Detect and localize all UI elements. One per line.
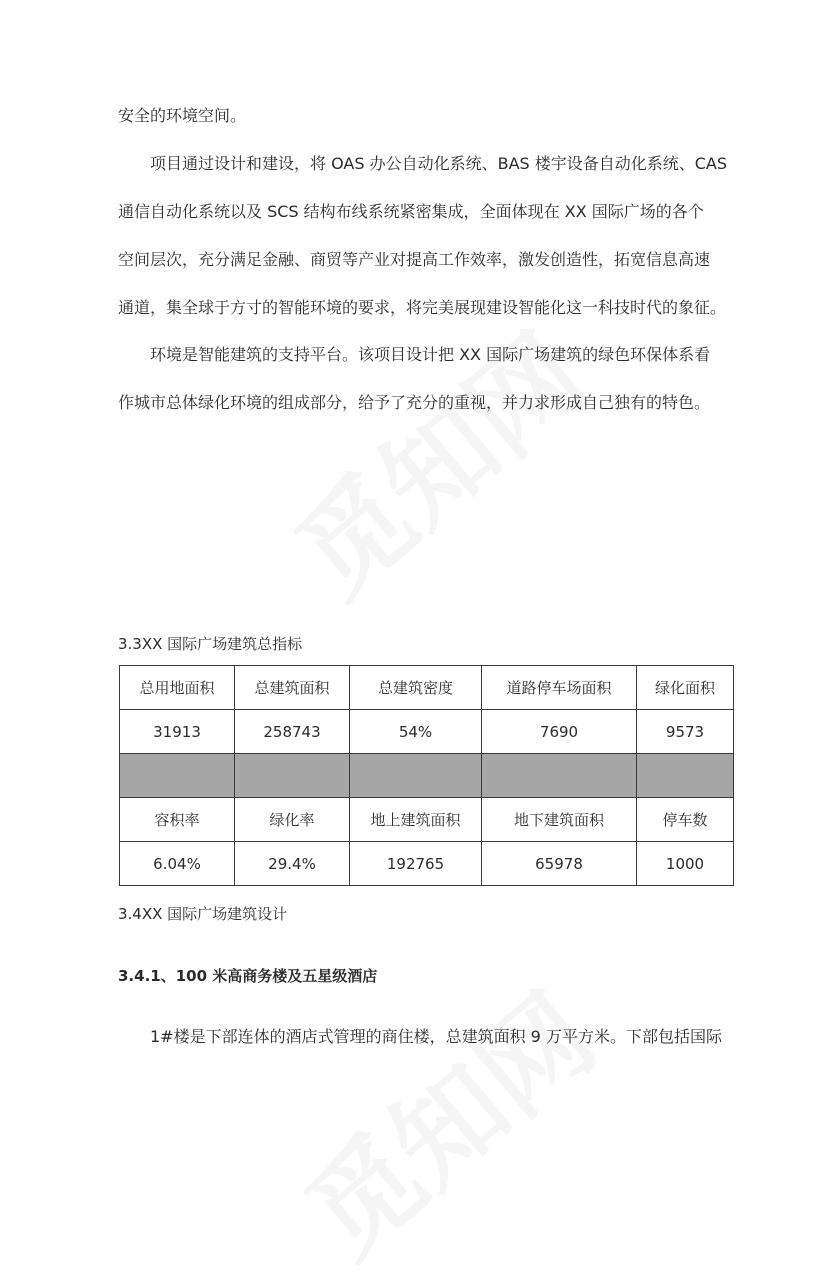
table-cell: 7690 [482, 710, 637, 754]
table-separator-row [120, 754, 734, 798]
paragraph-line: 通道，集全球于方寸的智能环境的要求，将完美展现建设智能化这一科技时代的象征。 [118, 298, 727, 317]
paragraph-line: 空间层次，充分满足金融、商贸等产业对提高工作效率，激发创造性，拓宽信息高速 [118, 250, 711, 269]
table-cell: 65978 [482, 842, 637, 886]
table-cell: 6.04% [120, 842, 235, 886]
section-title-3-4: 3.4XX 国际广场建筑设计 [118, 905, 288, 923]
section-title-3-4-1: 3.4.1、100 米高商务楼及五星级酒店 [118, 967, 378, 985]
table-header-cell: 绿化率 [235, 798, 350, 842]
paragraph-line: 环境是智能建筑的支持平台。该项目设计把 XX 国际广场建筑的绿色环保体系看 [150, 345, 711, 364]
metrics-table [119, 665, 734, 886]
paragraph-line: 1#楼是下部连体的酒店式管理的商住楼，总建筑面积 9 万平方米。下部包括国际 [150, 1027, 722, 1046]
table-header-cell: 地上建筑面积 [350, 798, 482, 842]
table-cell: 258743 [235, 710, 350, 754]
watermark [258, 292, 612, 625]
table-cell: 29.4% [235, 842, 350, 886]
table-header-cell: 地下建筑面积 [482, 798, 637, 842]
table-cell: 1000 [637, 842, 734, 886]
paragraph-line: 安全的环境空间。 [118, 106, 247, 125]
table-header-cell: 绿化面积 [637, 666, 734, 710]
table-cell-empty [482, 754, 637, 798]
table-header-cell: 总用地面积 [120, 666, 235, 710]
table-header-cell: 停车数 [637, 798, 734, 842]
table-cell-empty [235, 754, 350, 798]
table-header-row [120, 798, 734, 842]
section-title-3-3: 3.3XX 国际广场建筑总指标 [118, 635, 303, 653]
table-cell-empty [120, 754, 235, 798]
table-cell-empty [637, 754, 734, 798]
paragraph-line: 项目通过设计和建设，将 OAS 办公自动化系统、BAS 楼宇设备自动化系统、CAS [150, 154, 728, 173]
table-cell: 9573 [637, 710, 734, 754]
table-row [120, 842, 734, 886]
table-header-cell: 道路停车场面积 [482, 666, 637, 710]
table-cell: 31913 [120, 710, 235, 754]
table-cell: 192765 [350, 842, 482, 886]
table-header-cell: 总建筑面积 [235, 666, 350, 710]
watermark [268, 952, 622, 1285]
table-row [120, 710, 734, 754]
table-cell-empty [350, 754, 482, 798]
table-cell: 54% [350, 710, 482, 754]
paragraph-line: 作城市总体绿化环境的组成部分，给予了充分的重视，并力求形成自己独有的特色。 [118, 393, 711, 412]
table-header-cell: 总建筑密度 [350, 666, 482, 710]
table-header-row [120, 666, 734, 710]
table-header-cell: 容积率 [120, 798, 235, 842]
paragraph-line: 通信自动化系统以及 SCS 结构布线系统紧密集成，全面体现在 XX 国际广场的各个 [118, 202, 704, 221]
